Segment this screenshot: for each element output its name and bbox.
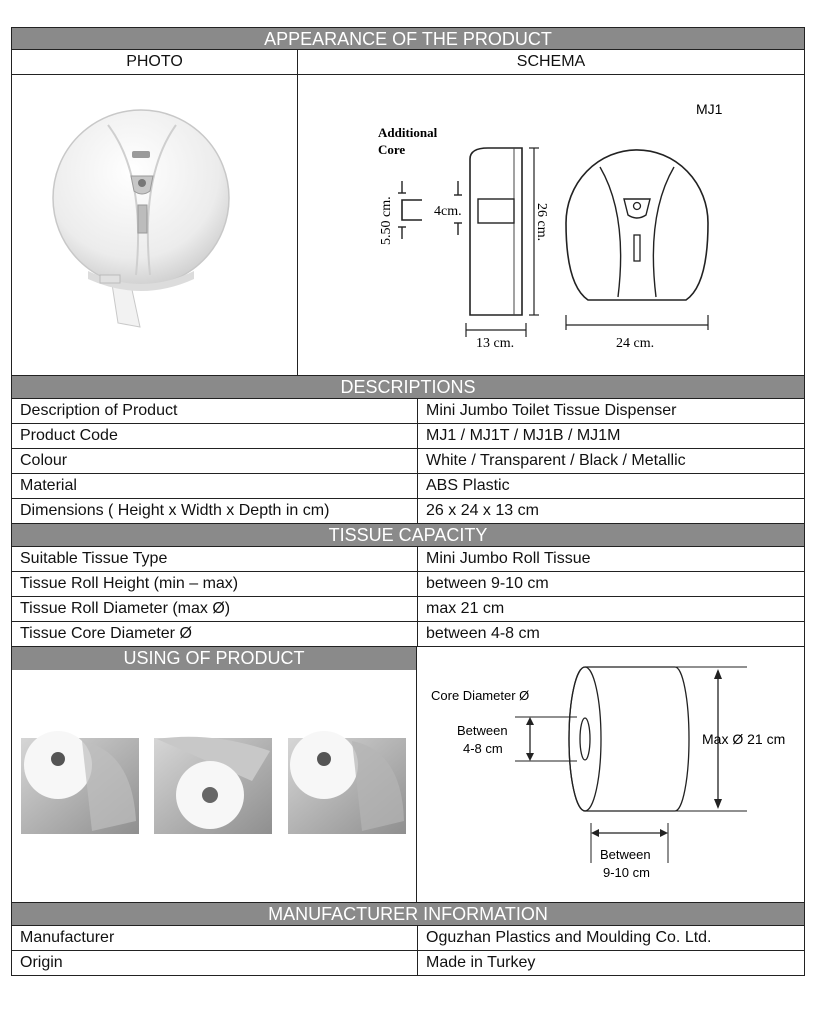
description-row <box>11 449 805 474</box>
description-row-value: Mini Jumbo Toilet Tissue Dispenser <box>426 402 677 419</box>
description-row-label: Description of Product <box>12 399 418 423</box>
description-row-value: White / Transparent / Black / Metallic <box>426 452 686 469</box>
tissue-row-value: between 9-10 cm <box>426 575 549 592</box>
schema-width: 24 cm. <box>616 336 655 351</box>
section-appearance: APPEARANCE OF THE PRODUCT <box>11 27 805 50</box>
descriptions-table <box>11 399 805 524</box>
product-schema <box>298 75 804 375</box>
manufacturer-row-label: Origin <box>12 951 418 975</box>
description-row-label: Colour <box>12 449 418 473</box>
usage-photo-1 <box>21 731 139 834</box>
manufacturer-row <box>11 926 805 951</box>
tissue-row-value: Mini Jumbo Roll Tissue <box>426 550 591 567</box>
using-of-product <box>12 647 417 902</box>
appearance-media-row <box>11 75 805 376</box>
tissue-row <box>11 547 805 572</box>
schema-core-height: 5.50 cm. <box>379 196 394 245</box>
using-row <box>11 647 805 903</box>
tissue-row <box>11 622 805 647</box>
description-row-label: Product Code <box>12 424 418 448</box>
photo-header: PHOTO <box>12 50 298 74</box>
tissue-row <box>11 597 805 622</box>
roll-diagram <box>417 647 804 902</box>
schema-model-label: MJ1 <box>696 101 723 117</box>
tissue-row <box>11 572 805 597</box>
description-row-value: 26 x 24 x 13 cm <box>426 502 539 519</box>
section-manufacturer: MANUFACTURER INFORMATION <box>11 903 805 926</box>
core-diameter-label: Core Diameter Ø <box>431 688 530 703</box>
tissue-row-label: Tissue Roll Diameter (max Ø) <box>12 597 418 621</box>
product-sheet <box>11 27 805 976</box>
dispenser-photo-illustration <box>12 75 296 375</box>
schema-depth: 13 cm. <box>476 336 515 351</box>
appearance-header-row <box>11 50 805 75</box>
manufacturer-row-value: Made in Turkey <box>426 954 536 971</box>
tissue-row-value: between 4-8 cm <box>426 625 540 642</box>
description-row <box>11 499 805 524</box>
section-descriptions: DESCRIPTIONS <box>11 376 805 399</box>
schema-core-width: 4cm. <box>434 204 462 219</box>
description-row <box>11 424 805 449</box>
section-using: USING OF PRODUCT <box>12 647 416 670</box>
schema-core-label: Core <box>378 142 406 157</box>
core-between-label: Between <box>457 723 508 738</box>
description-row-label: Dimensions ( Height x Width x Depth in cm) <box>12 499 418 523</box>
manufacturer-table <box>11 926 805 976</box>
usage-photo-2 <box>154 737 272 834</box>
schema-height: 26 cm. <box>534 203 549 242</box>
additional-core-shape <box>402 200 422 220</box>
core-range-label: 4-8 cm <box>463 741 503 756</box>
schema-header: SCHEMA <box>516 53 586 70</box>
manufacturer-row-label: Manufacturer <box>12 926 418 950</box>
description-row-value: MJ1 / MJ1T / MJ1B / MJ1M <box>426 427 621 444</box>
description-row-label: Material <box>12 474 418 498</box>
usage-photo-3 <box>288 731 406 834</box>
height-between-label: Between <box>600 847 651 862</box>
tissue-row-label: Tissue Core Diameter Ø <box>12 622 418 646</box>
manufacturer-row <box>11 951 805 976</box>
usage-photos <box>12 671 417 903</box>
tissue-table <box>11 547 805 647</box>
dispenser-schema-drawing <box>298 75 804 375</box>
description-row <box>11 399 805 424</box>
roll-body <box>569 667 689 811</box>
description-row <box>11 474 805 499</box>
tissue-row-label: Suitable Tissue Type <box>12 547 418 571</box>
tissue-roll-diagram <box>417 647 804 902</box>
tissue-row-value: max 21 cm <box>426 600 505 617</box>
max-diameter-label: Max Ø 21 cm <box>702 731 786 747</box>
schema-front-view <box>566 150 708 300</box>
height-range-label: 9-10 cm <box>603 865 650 880</box>
section-tissue-capacity: TISSUE CAPACITY <box>11 524 805 547</box>
product-photo <box>12 75 298 375</box>
manufacturer-row-value: Oguzhan Plastics and Moulding Co. Ltd. <box>426 929 712 946</box>
description-row-value: ABS Plastic <box>426 477 510 494</box>
schema-additional-label: Additional <box>378 125 438 140</box>
tissue-row-label: Tissue Roll Height (min – max) <box>12 572 418 596</box>
